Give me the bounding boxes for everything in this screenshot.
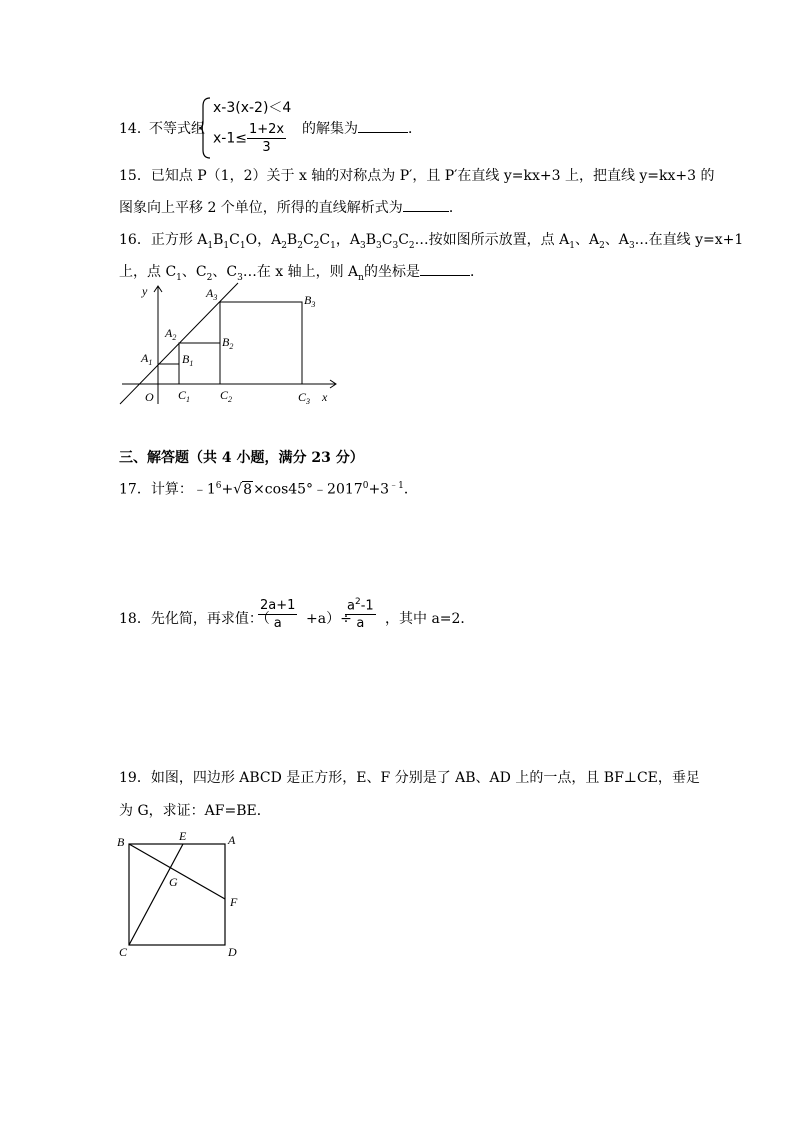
q17-radicand: 8 (243, 481, 253, 498)
q14-ineq2-lhs: x-1≤ (213, 130, 247, 147)
q15-line2 (119, 197, 463, 217)
q18-f1-numerator: 2a+1 (260, 598, 296, 613)
q17: 17．计算：$﹣1^6+√8\times\cos 45^\circ﹣2017^0+3^{﹣1}$． (119, 481, 418, 498)
q19-line2: 为 G，求证：AF=BE． (119, 803, 271, 819)
label-y: y (142, 284, 148, 298)
q14-fraction-numerator: 1+2x (248, 122, 285, 137)
q14-brace (198, 96, 212, 160)
q14-suffix (302, 118, 422, 138)
q14-fraction-denominator: 3 (262, 140, 271, 155)
q14-inequality-1: x-3(x-2)＜4 (213, 100, 292, 116)
q16-answer-blank[interactable] (420, 262, 470, 276)
q19-figure (112, 830, 252, 964)
q14-answer-blank[interactable] (358, 119, 408, 133)
square-1 (158, 364, 179, 384)
label-C3: $C_3$ (298, 390, 311, 406)
label-A: A (228, 833, 236, 847)
segment-bf (129, 844, 225, 899)
q14-prefix: 不等式组 (149, 121, 205, 137)
q18-f2-numerator: $a^2-1$ (345, 594, 376, 615)
label-D: D (228, 945, 237, 959)
section-3-title: 三、解答题（共 4 小题，满分 23 分） (119, 450, 364, 466)
label-x: x (322, 390, 328, 404)
q19-line1: 19．如图，四边形 ABCD 是正方形，E、F 分别是了 AB、AD 上的一点，且 BF⊥CE，垂足 (119, 770, 700, 786)
q15-line2-text: 图象向上平移 2 个单位，所得的直线解析式为 (119, 200, 403, 216)
label-B2: $B_2$ (222, 335, 234, 351)
q18-fraction-1 (258, 597, 297, 632)
q15-end: ． (448, 200, 463, 216)
label-A1: $A_1$ (141, 351, 153, 367)
q18-expression (258, 597, 297, 632)
q18-mid: +a）÷ (306, 611, 352, 627)
q18-f2-denominator: a (356, 616, 365, 632)
q16-line2: 上，点 $C_1$、$C_2$、$C_3\dots$在 x 轴上，则 $A_n$的坐标是 ． (119, 264, 484, 283)
label-C2: $C_2$ (220, 388, 233, 404)
q18-fraction-2 (345, 594, 376, 632)
q15-answer-blank[interactable] (403, 198, 449, 212)
label-E: E (179, 830, 187, 843)
q14-end: ． (408, 121, 422, 137)
sqrt-sign: √ (233, 481, 243, 498)
q14-suffix-text: 的解集为 (302, 121, 358, 137)
label-G: G (169, 875, 178, 889)
label-O: O (145, 390, 154, 404)
square-abcd (129, 844, 225, 945)
label-B3: $B_3$ (304, 293, 316, 309)
q18-suffix: ，其中 a=2． (385, 611, 475, 627)
q16-figure (112, 280, 344, 408)
label-A2: $A_2$ (165, 326, 177, 342)
q18-f1-denominator: a (273, 616, 282, 631)
label-B: B (117, 835, 125, 849)
q14-number: 14． (119, 121, 151, 137)
label-B1: $B_1$ (182, 352, 194, 368)
label-C: C (119, 945, 128, 959)
label-F: F (230, 895, 238, 909)
q14-inequality-2 (213, 121, 286, 156)
label-A3: $A_3$ (206, 286, 218, 302)
q14-fraction (247, 121, 286, 156)
q16-line1: 16．正方形 $A_1B_1C_1O$，$A_2B_2C_2C_1$，$A_3B_3C_3C_2\dots$按如图所示放置，点 $A_1$、$A_2$、$A_3\dots$在直线 y=x+1 (119, 232, 744, 251)
q18-fraction-2-wrap (345, 594, 376, 632)
q18-prefix: 18．先化简，再求值：（ (119, 611, 270, 627)
label-C1: $C_1$ (178, 388, 191, 404)
q15-line1: 15．已知点 P（1，2）关于 x 轴的对称点为 P′，且 P′在直线 y=kx+3 上，把直线 y=kx+3 的 (119, 168, 715, 184)
